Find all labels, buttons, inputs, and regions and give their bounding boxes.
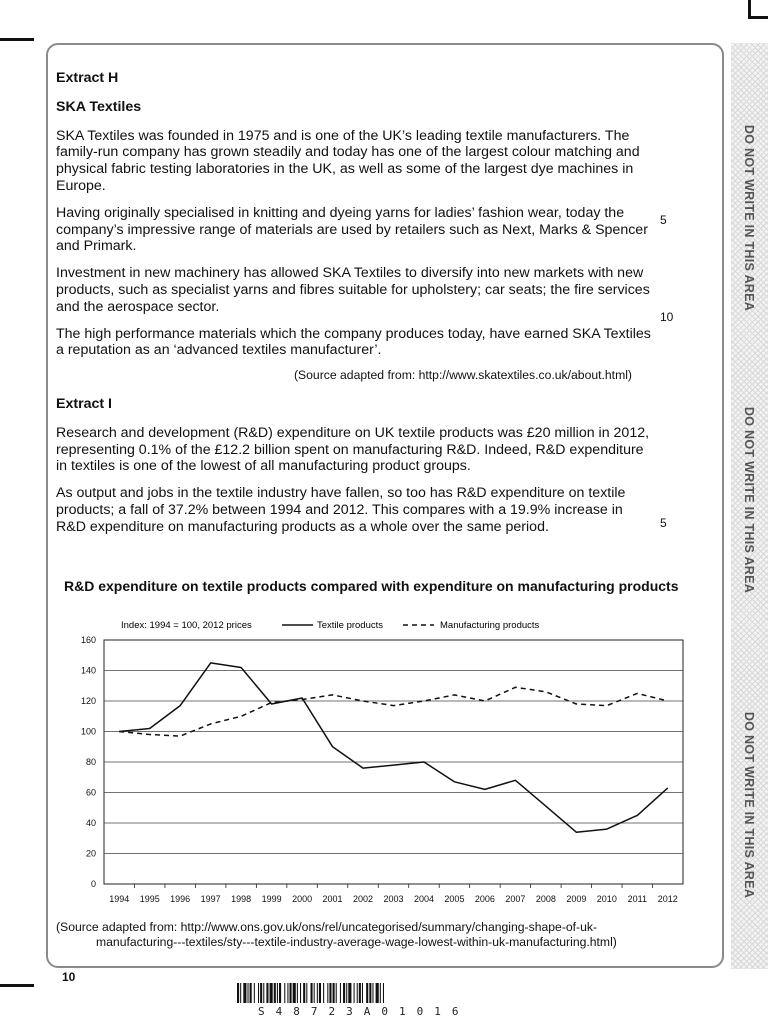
barcode-bar (311, 983, 313, 1003)
barcode-bar (314, 983, 315, 1003)
barcode-bar (260, 983, 262, 1003)
barcode-bar (297, 983, 298, 1003)
chart-grid (104, 640, 683, 884)
barcode-bar (266, 983, 268, 1003)
y-tick-label-60: 60 (85, 787, 96, 798)
x-tick-label-2005: 2005 (444, 894, 465, 904)
barcode-bar (380, 983, 381, 1003)
barcode-bar (333, 983, 335, 1003)
barcode-bar (362, 983, 363, 1003)
extract-h-paragraph-2: Having originally specialised in knitting and dyeing yarns for ladies’ fashion wear, today the company’s impressive range of materials are used by retailers such as Next, Marks & Spencer and Primark. (56, 204, 648, 255)
line-number-5-extract-i: 5 (660, 516, 667, 530)
line-number-5: 5 (660, 213, 667, 227)
barcode-number: S48723A01016 (258, 1005, 470, 1018)
margin-warning-1: DO NOT WRITE IN THIS AREA (742, 124, 756, 312)
barcode-bar (237, 983, 239, 1003)
barcode-bar (383, 983, 384, 1003)
barcode-bar (336, 983, 337, 1003)
barcode-bar (277, 983, 278, 1003)
extract-h-heading: Extract H (56, 70, 119, 86)
x-tick-label-2010: 2010 (596, 894, 617, 904)
line-chart (0, 600, 768, 920)
barcode-bar (284, 983, 285, 1003)
x-tick-label-2000: 2000 (292, 894, 313, 904)
barcode-bar (319, 983, 321, 1003)
extract-h-subheading: SKA Textiles (56, 98, 142, 115)
barcode-bar (369, 983, 371, 1003)
barcode-bar (306, 983, 307, 1003)
barcode-bar (279, 983, 281, 1003)
chart-series (119, 663, 668, 832)
corner-mark-bottom-left (0, 984, 34, 987)
page-number: 10 (62, 970, 76, 984)
x-tick-label-2011: 2011 (627, 894, 647, 904)
barcode-bar (376, 983, 379, 1003)
x-tick-label-2004: 2004 (413, 894, 434, 904)
margin-warning-3: DO NOT WRITE IN THIS AREA (742, 711, 756, 899)
y-axis-ticks (81, 635, 96, 889)
extract-h-source: (Source adapted from: http://www.skatextiles.co.uk/about.html) (293, 368, 632, 383)
y-tick-label-140: 140 (80, 665, 96, 676)
barcode-bar (290, 983, 292, 1003)
x-tick-label-1995: 1995 (139, 894, 160, 904)
barcode-bar (359, 983, 361, 1003)
x-tick-label-2009: 2009 (566, 894, 587, 904)
barcode-bar (357, 983, 358, 1003)
chart-source (56, 920, 656, 949)
barcode (237, 983, 537, 1005)
legend-index-note: Index: 1994 = 100, 2012 prices (121, 620, 252, 631)
chart-source-line-2: manufacturing---textiles/sty---textile-industry-average-wage-lowest-within-uk-manufacturing.html) (96, 934, 617, 949)
barcode-bar (263, 983, 264, 1003)
barcode-bar (293, 983, 296, 1003)
legend-label-textile: Textile products (317, 620, 384, 631)
extract-i-heading: Extract I (56, 395, 112, 412)
x-tick-label-2006: 2006 (474, 894, 495, 904)
chart-title: R&D expenditure on textile products compared with expenditure on manufacturing products (64, 578, 679, 594)
chart-source-line-1: (Source adapted from: http://www.ons.gov.uk/ons/rel/uncategorised/summary/changing-shape-of-uk- (56, 920, 598, 934)
legend-label-manufacturing: Manufacturing products (440, 620, 540, 631)
margin-warning-2: DO NOT WRITE IN THIS AREA (742, 406, 756, 594)
x-tick-label-2003: 2003 (383, 894, 404, 904)
x-tick-label-1994: 1994 (109, 894, 130, 904)
barcode-bar (300, 983, 301, 1003)
barcode-bar (323, 983, 324, 1003)
barcode-bar (254, 983, 255, 1003)
barcode-bar (248, 983, 249, 1003)
barcode-bar (354, 983, 355, 1003)
line-number-10: 10 (660, 310, 674, 324)
barcode-bar (343, 983, 345, 1003)
barcode-bar (270, 983, 273, 1003)
extract-i-paragraph-2: As output and jobs in the textile industry have fallen, so too has R&D expenditure on textile products; a fall of 37.2% between 1994 and 2012. This compares with a 19.9% increase in R&D expenditure on manufacturing products as a whole over the same period. (56, 485, 626, 535)
x-tick-label-2012: 2012 (657, 894, 678, 904)
barcode-bar (372, 983, 373, 1003)
barcode-bar (366, 983, 368, 1003)
barcode-bar (348, 983, 351, 1003)
barcode-bar (274, 983, 276, 1003)
y-tick-label-80: 80 (85, 757, 96, 767)
x-axis-ticks (109, 884, 678, 904)
barcode-bar (303, 983, 305, 1003)
x-tick-label-1998: 1998 (231, 894, 252, 904)
chart-legend (121, 620, 540, 631)
barcode-bar (258, 983, 259, 1003)
corner-mark-top-right-h (748, 16, 768, 19)
corner-mark-top-left (0, 38, 34, 41)
y-tick-label-100: 100 (80, 726, 96, 737)
barcode-bar (327, 983, 328, 1003)
barcode-bar (287, 983, 288, 1003)
x-tick-label-1996: 1996 (170, 894, 191, 904)
y-tick-label-40: 40 (85, 818, 96, 828)
barcode-bar (250, 983, 252, 1003)
barcode-bar (317, 983, 318, 1003)
y-tick-label-160: 160 (80, 635, 96, 645)
series-line-textile (119, 663, 668, 832)
extract-h-paragraph-4: The high performance materials which the company produces today, have earned SKA Textiles a reputation as an ‘advanced textiles manufacturer’. (56, 325, 651, 359)
x-tick-label-2002: 2002 (353, 894, 374, 904)
series-line-manufacturing (119, 687, 668, 736)
x-tick-label-2001: 2001 (322, 894, 343, 904)
y-tick-label-0: 0 (90, 879, 96, 889)
extract-i-paragraph-1: Research and development (R&D) expenditure on UK textile products was £20 million in 2012, representing 0.1% of the £12.2 billion spent on manufacturing R&D. Indeed, R&D expenditure in textiles is one of the lowest of all manufacturing product groups. (56, 424, 650, 475)
barcode-bar (346, 983, 347, 1003)
barcode-bar (243, 983, 246, 1003)
y-tick-label-120: 120 (80, 696, 96, 706)
barcode-bar (240, 983, 241, 1003)
x-tick-label-1997: 1997 (200, 894, 221, 904)
x-tick-label-1999: 1999 (261, 894, 282, 904)
extract-h-paragraph-3: Investment in new machinery has allowed SKA Textiles to diversify into new markets with new products, such as specialist yarns and fibres suitable for upholstery; car seats; the fire services and the aerospace sector. (56, 265, 650, 315)
y-tick-label-20: 20 (85, 848, 96, 859)
barcode-bar (340, 983, 341, 1003)
x-tick-label-2008: 2008 (535, 894, 556, 904)
barcode-bar (329, 983, 331, 1003)
x-tick-label-2007: 2007 (505, 894, 526, 904)
extract-h-paragraph-1: SKA Textiles was founded in 1975 and is one of the UK’s leading textile manufacturers. The family-run company has grown steadily and today has one of the largest colour matching and physical fabric testing laboratories in the UK, as well as some of the largest dye machines in Europe. (56, 127, 640, 194)
extract-text (56, 70, 656, 546)
